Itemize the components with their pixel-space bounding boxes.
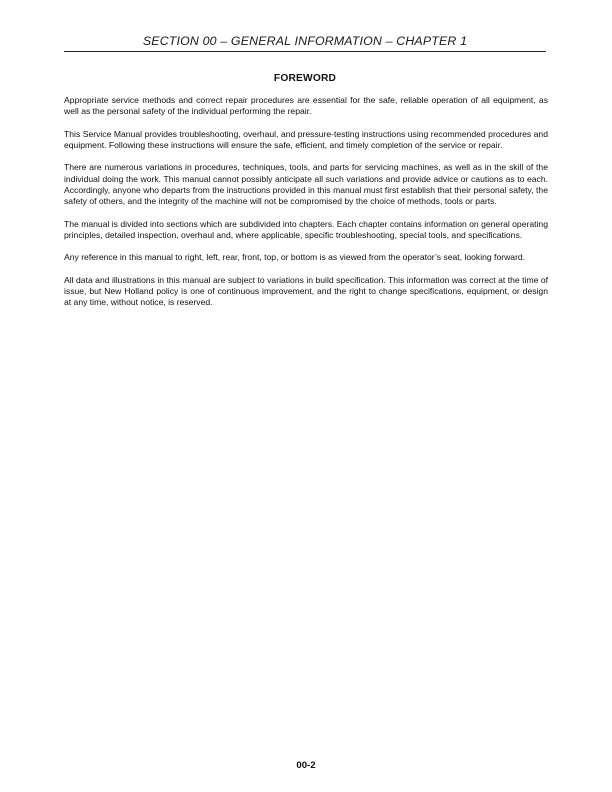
header-divider [64, 51, 546, 52]
paragraph-variations: There are numerous variations in procedures, techniques, tools, and parts for servicing machines, as well as in the skill of the individual doing the work. This manual cannot possibly anticipate all such variations and provide advice or cautions as to each. Accordingly, anyone who departs from the instructions provided in this manual must first establish that their personal safety, the safety of others, and the integrity of the machine will not be compromised by the choice of methods, tools or parts. [64, 162, 548, 207]
paragraph-organization: The manual is divided into sections which are subdivided into chapters. Each chapter contains information on general operating principles, detailed inspection, overhaul and, where applicable, specific troubleshooting, special tools, and specifications. [64, 218, 548, 240]
paragraph-safety: Appropriate service methods and correct repair procedures are essential for the safe, reliable operation of all equipment, as well as the personal safety of the individual performing the repair. [64, 95, 548, 117]
page-number: 00-2 [296, 760, 316, 771]
paragraph-disclaimer: All data and illustrations in this manual are subject to variations in build specification. This information was correct at the time of issue, but New Holland policy is one of continuous improvement, and the right to change specifications, equipment, or design at any time, without notice, is reserved. [64, 274, 548, 308]
paragraph-manual-purpose: This Service Manual provides troubleshooting, overhaul, and pressure-testing instructions using recommended procedures and equipment. Following these instructions will ensure the safe, efficient, and timely completion of the service or repair. [64, 128, 548, 150]
running-header: SECTION 00 – GENERAL INFORMATION – CHAPTER 1 [142, 34, 468, 48]
foreword-body [64, 95, 548, 320]
page-title: FOREWORD [273, 73, 337, 84]
paragraph-orientation: Any reference in this manual to right, left, rear, front, top, or bottom is as viewed from the operator’s seat, looking forward. [64, 252, 526, 263]
